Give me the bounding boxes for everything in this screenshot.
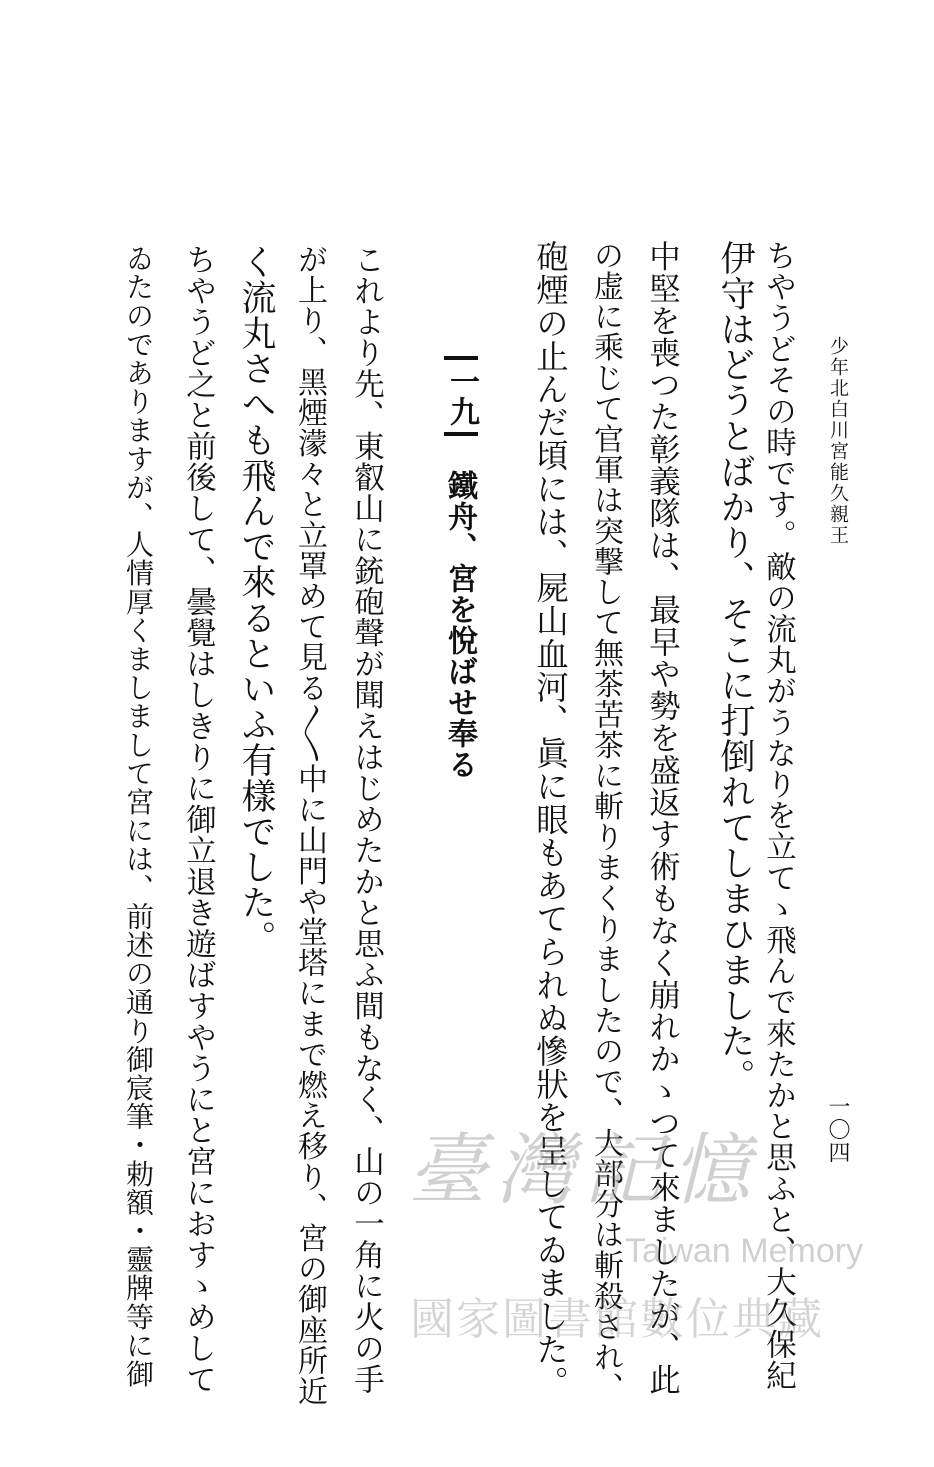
text-column-10: ゐたのでありますが、人情厚くましまして宮には、前述の通り御宸筆・勅額・靈牌等に御 — [122, 244, 155, 1388]
page-number: 一〇四 — [825, 1095, 850, 1164]
text-column-2: 伊守はどうとばかり、そこに打倒れてしまひました。 — [715, 240, 755, 1095]
text-column-9: ちやうど之と前後して、曇覺はしきりに御立退き遊ばすやうにと宮におすゝめして — [180, 244, 216, 1395]
section-title: 鐵舟、宮を悅ばせ奉る — [442, 470, 477, 780]
text-column-6: これより先、東叡山に銃砲聲が聞えはじめたかと思ふ間もなく、山の一角に火の手 — [348, 244, 384, 1395]
text-column-1: ちやうどその時です。敵の流丸がうなりを立てゝ飛んで來たかと思ふと、大久保紀 — [760, 240, 796, 1391]
text-column-4: の虚に乘じて官軍は突撃して無茶苦茶に斬りまくりましたので、大部分は斬殺され、 — [588, 240, 623, 1403]
text-column-7: が上り、黑煙濛々と立罩めて見る〳〵中に山門や堂塔にまで燃え移り、宮の御座所近 — [292, 244, 327, 1407]
watermark-chinese: 國家圖書館數位典藏 — [410, 1294, 824, 1345]
section-number: 一九 — [444, 356, 478, 436]
text-column-3: 中堅を喪つた彰義隊は、最早や勢を盛返す術もなく崩れかゝつて來ましたが、此 — [644, 240, 681, 1396]
running-title: 少年北白川宮能久親王 — [827, 336, 849, 546]
watermark-logo: 臺灣記憶 — [408, 1126, 761, 1216]
text-column-8: く流丸さへも飛んで來るといふ有樣でした。 — [236, 244, 276, 956]
text-column-5: 砲煙の止んだ頃には、屍山血河、眞に眼もあてられぬ慘狀を呈してゐました。 — [531, 240, 570, 1399]
watermark-english: Taiwan Memory — [625, 1232, 864, 1270]
